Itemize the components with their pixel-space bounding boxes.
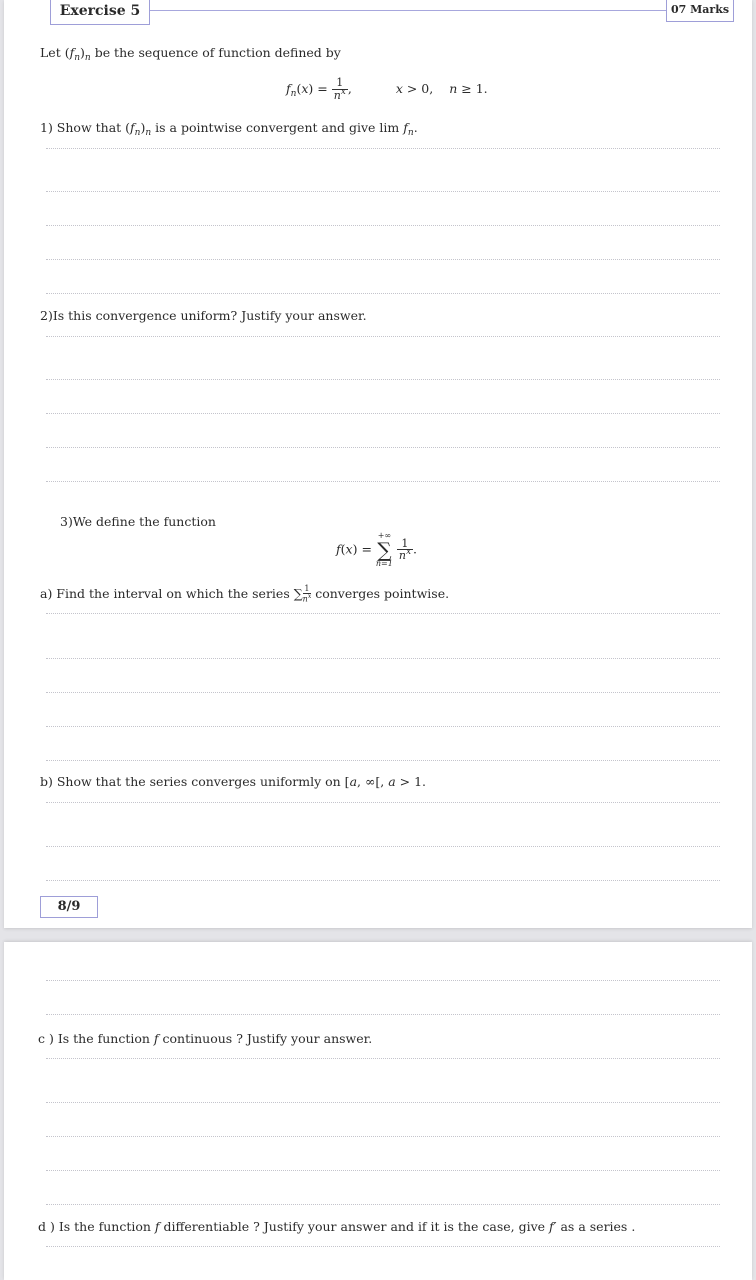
question-3b-text: b) Show that the series converges uniformly on [40, 774, 341, 789]
answer-line [46, 726, 720, 727]
series-definition: f(x) = +∞ ∑ n=1 $\frac{1}{n^x}$ . [336, 531, 417, 568]
question-3d-tail: differentiable ? Justify your answer and if it is the case, give [163, 1219, 546, 1234]
answer-line [46, 447, 720, 448]
question-3: 3)We define the function [60, 514, 216, 529]
answer-line [46, 1058, 720, 1059]
definition-formula: $f_n(x)$ = $\frac{1}{n^x}$ , x > 0, n ≥ 1. [286, 76, 488, 102]
question-3b: b) Show that the series converges uniformly on [a, ∞[, a > 1. [40, 774, 427, 789]
answer-line [46, 191, 720, 192]
page-number: 8/9 [40, 896, 98, 918]
question-3c: c ) Is the function f continuous ? Justify your answer. [38, 1031, 373, 1046]
answer-line [46, 880, 720, 881]
answer-line [46, 259, 720, 260]
intro-line: Let $(f_n)_n$ be the sequence of function defined by [40, 45, 341, 63]
answer-line [46, 293, 720, 294]
answer-line [46, 692, 720, 693]
question-3a-text: a) Find the interval on which the series [40, 585, 290, 601]
answer-line [46, 846, 720, 847]
answer-line [46, 658, 720, 659]
answer-line [46, 336, 720, 337]
answer-line [46, 980, 720, 981]
question-1: 1) Show that $(f_n)_n$ is a pointwise convergent and give $\lim f_n$. [40, 120, 418, 138]
question-3d: d ) Is the function f differentiable ? Justify your answer and if it is the case, give f′ as a series . [38, 1219, 636, 1234]
question-3c-tail: continuous ? Justify your answer. [162, 1031, 373, 1046]
answer-line [46, 379, 720, 380]
question-3d-end: as a series . [560, 1219, 636, 1234]
exercise-title: Exercise 5 [50, 0, 150, 25]
answer-line [46, 413, 720, 414]
answer-line [46, 1204, 720, 1205]
question-1-text: is a pointwise convergent and give lim [155, 120, 400, 135]
answer-line [46, 802, 720, 803]
question-3d-text: d ) Is the function [38, 1219, 151, 1234]
answer-line [46, 1014, 720, 1015]
question-3a: a) Find the interval on which the series ∑ $\frac{1}{n^x}$ converges pointwise. [40, 584, 450, 604]
header-rule [150, 10, 666, 11]
answer-line [46, 760, 720, 761]
answer-line [46, 225, 720, 226]
intro-text: be the sequence of function defined by [94, 45, 341, 60]
exam-page-2 [4, 942, 752, 1280]
answer-line [46, 148, 720, 149]
answer-line [46, 1170, 720, 1171]
exam-page-1 [4, 0, 752, 928]
question-1-label: 1) Show that [40, 120, 122, 135]
answer-line [46, 1102, 720, 1103]
question-3a-tail: converges pointwise. [315, 585, 450, 601]
answer-line [46, 1136, 720, 1137]
marks-badge: 07 Marks [666, 0, 734, 22]
question-2: 2)Is this convergence uniform? Justify your answer. [40, 308, 367, 323]
answer-line [46, 1246, 720, 1247]
question-3c-text: c ) Is the function [38, 1031, 150, 1046]
answer-line [46, 481, 720, 482]
answer-line [46, 613, 720, 614]
